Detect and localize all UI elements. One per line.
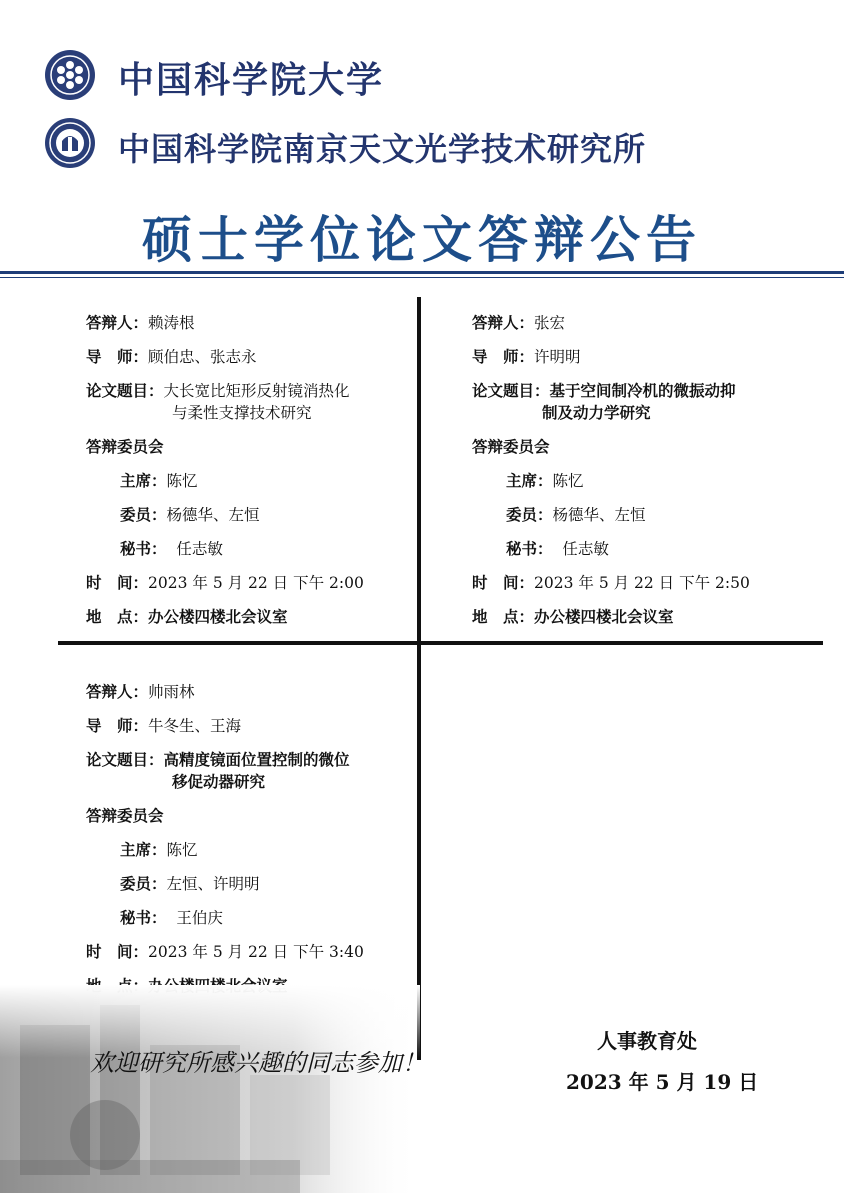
time-label: 时 间： bbox=[86, 573, 149, 592]
ucas-name: 中国科学院大学 bbox=[118, 59, 385, 101]
defense-time: 2023 年 5 月 22 日 下午 2:50 bbox=[534, 574, 750, 592]
defense-time: 2023 年 5 月 22 日 下午 3:40 bbox=[148, 943, 364, 961]
horizontal-divider bbox=[58, 641, 823, 645]
defense-time: 2023 年 5 月 22 日 下午 2:00 bbox=[148, 574, 364, 592]
thesis-title-line2: 与柔性支撑技术研究 bbox=[172, 404, 312, 422]
advisor-name: 顾伯忠、张志永 bbox=[148, 348, 257, 366]
chair-label: 主席： bbox=[120, 840, 167, 859]
building-photo bbox=[0, 985, 420, 1193]
thesis-title-line1: 高精度镜面位置控制的微位 bbox=[163, 750, 350, 769]
niaot-emblem-icon bbox=[48, 121, 92, 165]
issue-date: 2023 年 5 月 19 日 bbox=[566, 1070, 759, 1094]
advisor-label: 导 师： bbox=[472, 347, 535, 366]
secretary-name: 任志敏 bbox=[562, 540, 609, 558]
chair-name: 陈忆 bbox=[166, 472, 198, 490]
welcome-message: 欢迎研究所感兴趣的同志参加！ bbox=[90, 1049, 426, 1077]
defense-place: 办公楼四楼北会议室 bbox=[534, 607, 674, 626]
ucas-logo bbox=[45, 50, 95, 100]
chair-label: 主席： bbox=[506, 471, 553, 490]
thesis-title-line2: 移促动器研究 bbox=[172, 772, 266, 791]
members-label: 委员： bbox=[120, 505, 167, 524]
secretary-label: 秘书： bbox=[506, 539, 553, 558]
members-label: 委员： bbox=[506, 505, 553, 524]
secretary-name: 王伯庆 bbox=[176, 909, 223, 927]
defender-name: 赖涛根 bbox=[148, 314, 195, 332]
committee-heading: 答辩委员会 bbox=[86, 806, 164, 825]
issuing-department: 人事教育处 bbox=[597, 1029, 697, 1053]
advisor-label: 导 师： bbox=[86, 347, 149, 366]
committee-heading: 答辩委员会 bbox=[86, 437, 164, 456]
thesis-label: 论文题目： bbox=[86, 750, 164, 769]
niaot-logo bbox=[45, 118, 95, 168]
title-rule-thick bbox=[0, 271, 844, 274]
thesis-title-line2: 制及动力学研究 bbox=[542, 403, 651, 422]
advisor-label: 导 师： bbox=[86, 716, 149, 735]
page-title: 硕士学位论文答辩公告 bbox=[142, 210, 702, 269]
thesis-title-line1: 基于空间制冷机的微振动抑 bbox=[549, 381, 736, 400]
title-rule-thin bbox=[0, 277, 844, 278]
ucas-emblem-icon bbox=[49, 54, 91, 96]
place-label: 地 点： bbox=[472, 607, 535, 626]
members-names: 杨德华、左恒 bbox=[166, 506, 260, 524]
chair-name: 陈忆 bbox=[166, 841, 198, 859]
secretary-label: 秘书： bbox=[120, 908, 167, 927]
vertical-divider bbox=[417, 297, 421, 1060]
members-names: 杨德华、左恒 bbox=[552, 506, 646, 524]
defender-name: 张宏 bbox=[534, 314, 566, 332]
advisor-name: 许明明 bbox=[534, 348, 581, 366]
thesis-label: 论文题目： bbox=[86, 381, 164, 400]
members-label: 委员： bbox=[120, 874, 167, 893]
secretary-name: 任志敏 bbox=[176, 540, 223, 558]
members-names: 左恒、许明明 bbox=[166, 875, 260, 893]
thesis-label: 论文题目： bbox=[472, 381, 550, 400]
defender-label: 答辩人： bbox=[86, 313, 149, 332]
defender-name: 帅雨林 bbox=[148, 683, 195, 701]
time-label: 时 间： bbox=[472, 573, 535, 592]
defense-place: 办公楼四楼北会议室 bbox=[148, 607, 288, 626]
time-label: 时 间： bbox=[86, 942, 149, 961]
committee-heading: 答辩委员会 bbox=[472, 437, 550, 456]
secretary-label: 秘书： bbox=[120, 539, 167, 558]
thesis-title-line1: 大长宽比矩形反射镜消热化 bbox=[163, 382, 350, 400]
defender-label: 答辩人： bbox=[86, 682, 149, 701]
advisor-name: 牛冬生、王海 bbox=[148, 717, 242, 735]
defender-label: 答辩人： bbox=[472, 313, 535, 332]
niaot-name: 中国科学院南京天文光学技术研究所 bbox=[118, 130, 647, 168]
chair-name: 陈忆 bbox=[552, 472, 584, 490]
chair-label: 主席： bbox=[120, 471, 167, 490]
place-label: 地 点： bbox=[86, 607, 149, 626]
